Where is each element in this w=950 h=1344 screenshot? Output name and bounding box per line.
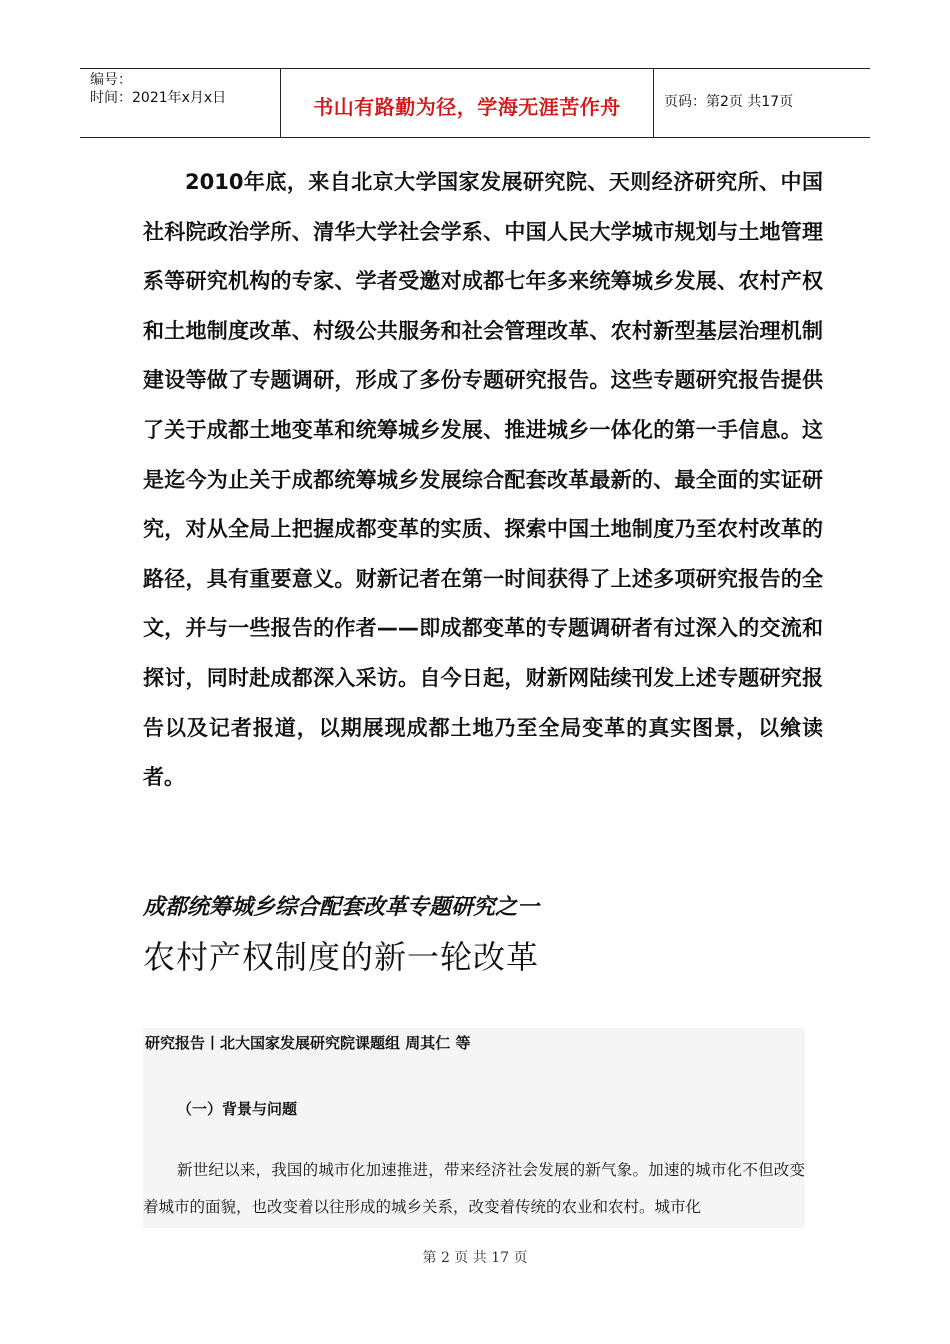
report-excerpt <box>143 1028 805 1228</box>
header-page-info: 页码：第2页 共17页 <box>664 94 794 110</box>
section-heading: （一）背景与问题 <box>177 1100 298 1118</box>
date-line: 时间：2021年x月x日 <box>90 90 227 106</box>
header-page-cell <box>654 69 870 137</box>
header-motto-cell <box>281 69 654 137</box>
intro-paragraph: 2010年底，来自北京大学国家发展研究院、天则经济研究所、中国社科院政治学所、清华大学社会学系、中国人民大学城市规划与土地管理系等研究机构的专家、学者受邀对成都七年多来统筹城乡发展、农村产权和土地制度改革、村级公共服务和社会管理改革、农村新型基层治理机制建设等做了专题调研，形成了多份专题研究报告。这些专题研究报告提供了关于成都土地变革和统筹城乡发展、推进城乡一体化的第一手信息。这是迄今为止关于成都统筹城乡发展综合配套改革最新的、最全面的实证研究，对从全局上把握成都变革的实质、探索中国土地制度乃至农村改革的路径，具有重要意义。财新记者在第一时间获得了上述多项研究报告的全文，并与一些报告的作者——即成都变革的专题调研者有过深入的交流和探讨，同时赴成都深入采访。自今日起，财新网陆续刊发上述专题研究报告以及记者报道，以期展现成都土地乃至全局变革的真实图景，以飨读者。 <box>143 170 823 790</box>
series-title: 成都统筹城乡综合配套改革专题研究之一 <box>143 894 540 920</box>
doc-number-label: 编号： <box>90 72 132 88</box>
header-motto: 书山有路勤为径，学海无涯苦作舟 <box>313 95 621 119</box>
header-meta-cell <box>80 69 281 137</box>
main-title: 农村产权制度的新一轮改革 <box>143 938 540 976</box>
report-byline: 研究报告丨北大国家发展研究院课题组 周其仁 等 <box>145 1034 471 1052</box>
page-footer: 第 2 页 共 17 页 <box>422 1250 528 1266</box>
page-header <box>80 68 870 138</box>
section-body: 新世纪以来，我国的城市化加速推进，带来经济社会发展的新气象。加速的城市化不但改变着城市的面貌，也改变着以往形成的城乡关系，改变着传统的农业和农村。城市化 <box>143 1161 805 1216</box>
